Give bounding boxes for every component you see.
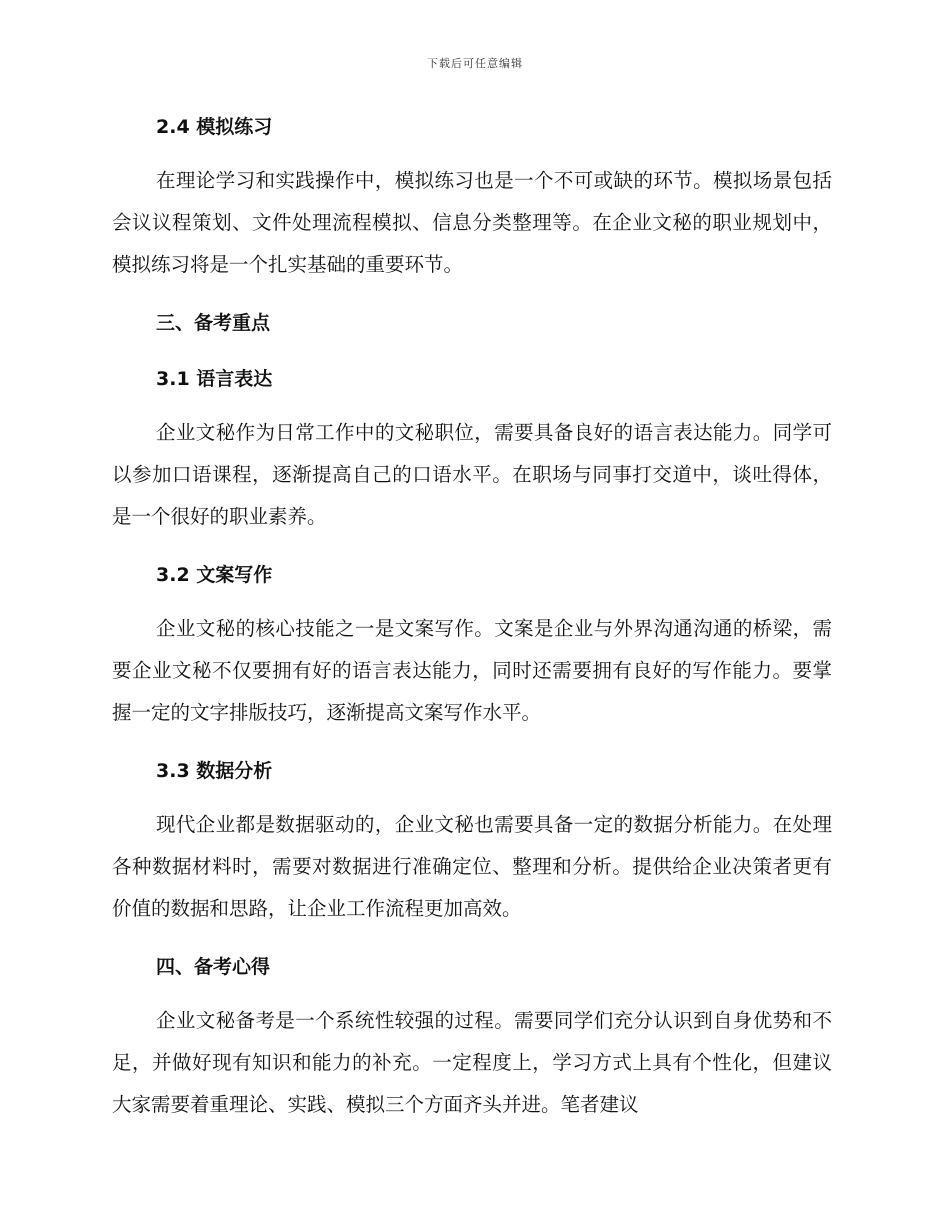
section-heading-3-2: 3.2 文案写作 xyxy=(156,564,273,586)
section-heading-4: 四、备考心得 xyxy=(156,956,271,978)
section-heading-3-1: 3.1 语言表达 xyxy=(156,368,273,390)
section-paragraph-3-2: 企业文秘的核心技能之一是文案写作。文案是企业与外界沟通沟通的桥梁，需要企业文秘不仅要拥有好的语言表达能力，同时还需要拥有良好的写作能力。要掌握一定的文字排版技巧，逐渐提高文案写作水平。 xyxy=(112,617,832,724)
document-body xyxy=(112,108,832,1126)
section-heading-3: 三、备考重点 xyxy=(156,312,271,334)
section-paragraph-2-4: 在理论学习和实践操作中，模拟练习也是一个不可或缺的环节。模拟场景包括会议议程策划、文件处理流程模拟、信息分类整理等。在企业文秘的职业规划中，模拟练习将是一个扎实基础的重要环节。 xyxy=(112,169,832,276)
section-paragraph-3-3: 现代企业都是数据驱动的，企业文秘也需要具备一定的数据分析能力。在处理各种数据材料时，需要对数据进行准确定位、整理和分析。提供给企业决策者更有价值的数据和思路，让企业工作流程更加高效。 xyxy=(112,813,832,920)
section-heading-2-4: 2.4 模拟练习 xyxy=(156,116,273,138)
header-note: 下载后可任意编辑 xyxy=(427,57,523,70)
section-paragraph-3-1: 企业文秘作为日常工作中的文秘职位，需要具备良好的语言表达能力。同学可以参加口语课程，逐渐提高自己的口语水平。在职场与同事打交道中，谈吐得体，是一个很好的职业素养。 xyxy=(112,421,832,528)
section-paragraph-4: 企业文秘备考是一个系统性较强的过程。需要同学们充分认识到自身优势和不足，并做好现有知识和能力的补充。一定程度上，学习方式上具有个性化，但建议大家需要着重理论、实践、模拟三个方面齐头并进。笔者建议 xyxy=(112,1009,832,1116)
section-heading-3-3: 3.3 数据分析 xyxy=(156,760,273,782)
